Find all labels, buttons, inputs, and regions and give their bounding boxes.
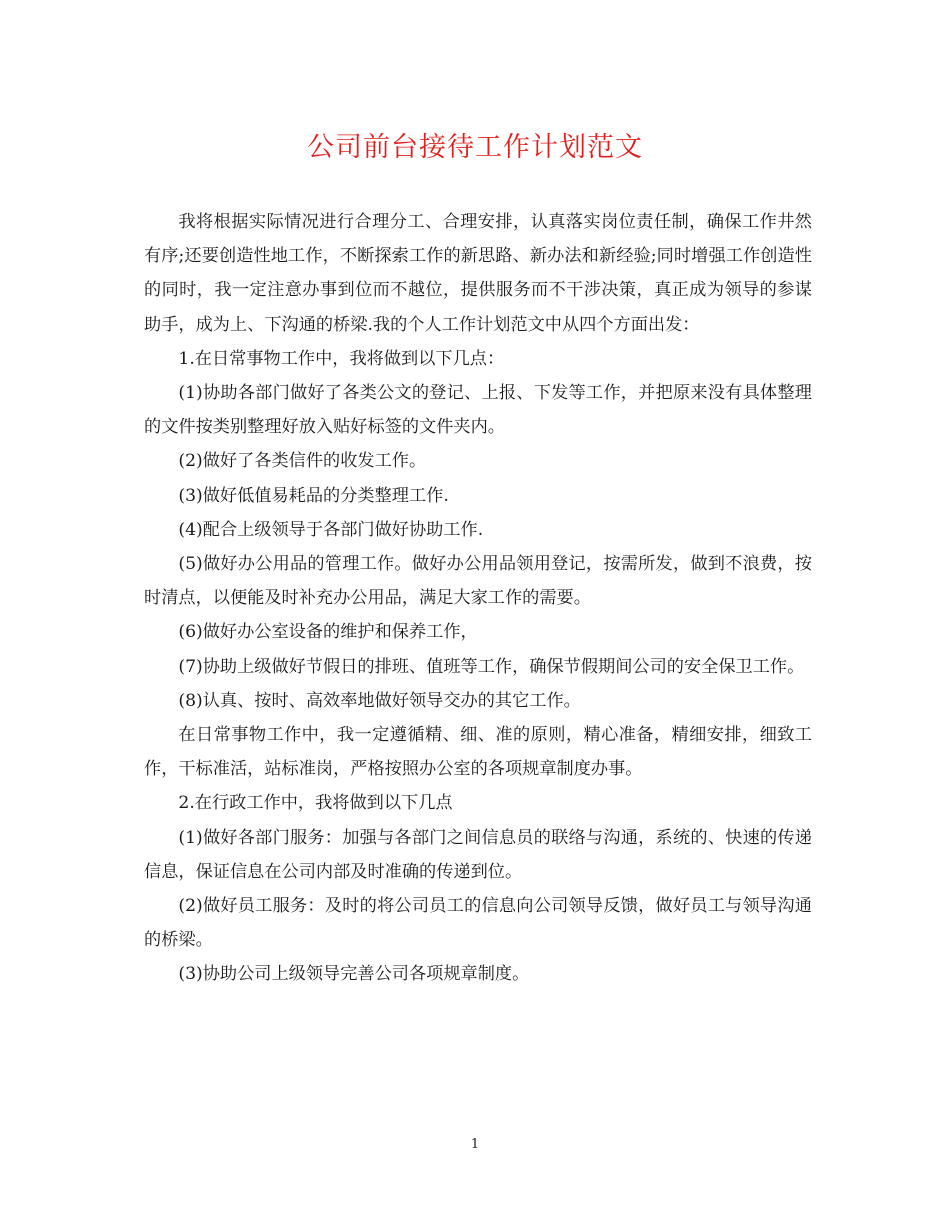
list-item: (4)配合上级领导于各部门做好协助工作. <box>178 519 484 540</box>
document-title: 公司前台接待工作计划范文 <box>307 132 643 163</box>
list-item: (6)做好办公室设备的维护和保养工作， <box>178 622 478 643</box>
list-item: (1)协助各部门做好了各类公文的登记、上报、下发等工作，并把原来没有具体整理的文件按类别整理好放入贴好标签的文件夹内。 <box>144 383 812 438</box>
list-item: (2)做好员工服务：及时的将公司员工的信息向公司领导反馈，做好员工与领导沟通的桥梁。 <box>144 896 812 951</box>
list-item: (1)做好各部门服务：加强与各部门之间信息员的联络与沟通，系统的、快速的传递信息，保证信息在公司内部及时准确的传递到位。 <box>144 827 812 882</box>
section-heading-admin: 2.在行政工作中，我将做到以下几点 <box>178 793 453 814</box>
paragraph-intro: 我将根据实际情况进行合理分工、合理安排，认真落实岗位责任制，确保工作井然有序;还要创造性地工作，不断探索工作的新思路、新办法和新经验;同时增强工作创造性的同时，我一定注意办事到位而不越位，提供服务而不干涉决策，真正成为领导的参谋助手，成为上、下沟通的桥梁.我的个人工作计划范文中从四个方面出发： <box>144 212 812 335</box>
section-heading-daily: 1.在日常事物工作中，我将做到以下几点： <box>178 348 505 369</box>
list-item: (3)协助公司上级领导完善公司各项规章制度。 <box>178 964 530 985</box>
paragraph-summary: 在日常事物工作中，我一定遵循精、细、准的原则，精心准备，精细安排，细致工作，干标准活，站标准岗，严格按照办公室的各项规章制度办事。 <box>144 725 812 780</box>
list-item: (3)做好低值易耗品的分类整理工作. <box>178 485 449 506</box>
document-body <box>144 205 812 992</box>
list-item: (7)协助上级做好节假日的排班、值班等工作，确保节假期间公司的安全保卫工作。 <box>178 656 805 677</box>
list-item: (8)认真、按时、高效率地做好领导交办的其它工作。 <box>178 690 581 711</box>
page-number: 1 <box>470 1137 480 1152</box>
list-item: (5)做好办公用品的管理工作。做好办公用品领用登记，按需所发，做到不浪费，按时清点，以便能及时补充办公用品，满足大家工作的需要。 <box>144 554 812 609</box>
list-item: (2)做好了各类信件的收发工作。 <box>178 451 427 472</box>
